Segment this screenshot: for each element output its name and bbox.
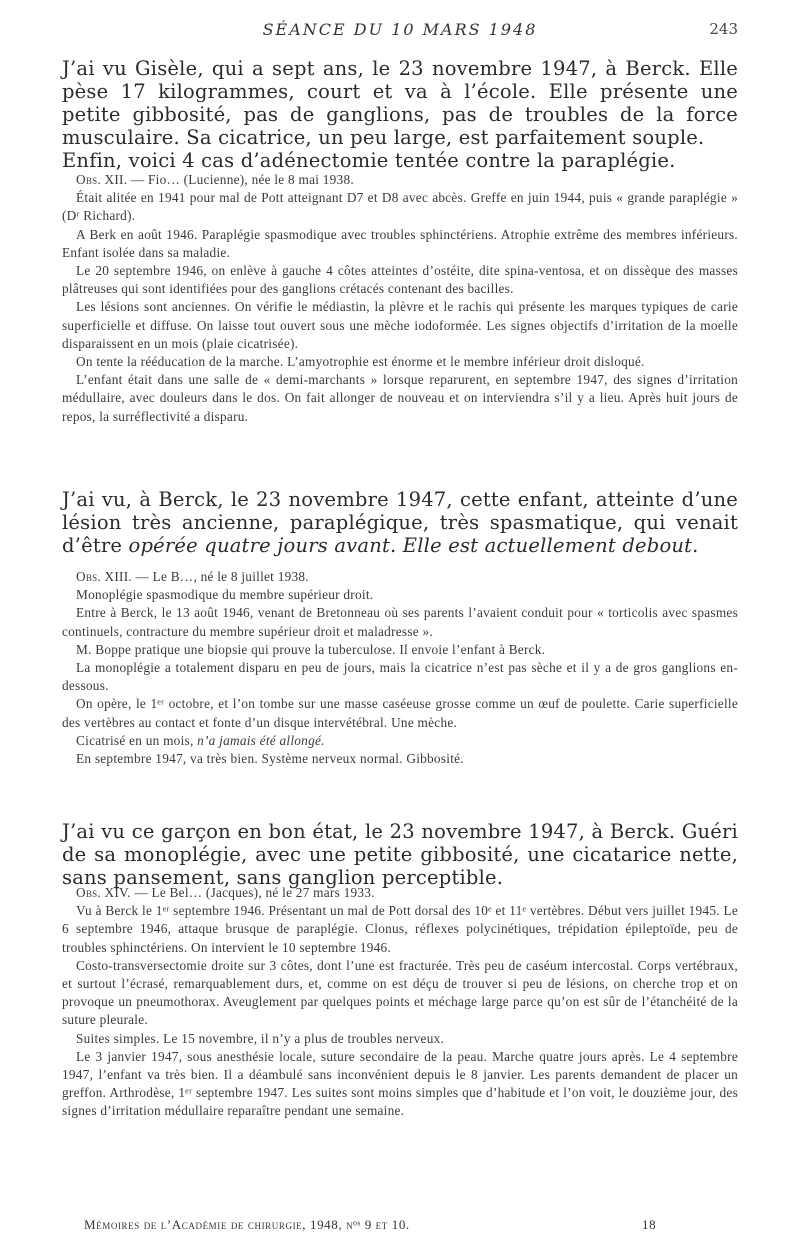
comment-12-text: J’ai vu, à Berck, le 23 novembre 1947, cette enfant, atteinte d’une lésion très ancienne, paraplégique, très spasmatique, qui venait d’être bbox=[62, 488, 738, 557]
observation-14-heading bbox=[62, 884, 738, 902]
observation-12-paragraph: On tente la rééducation de la marche. L’amyotrophie est énorme et le membre inférieur droit disloqué. bbox=[76, 354, 645, 370]
observation-13-paragraph: M. Boppe pratique une biopsie qui prouve la tuberculose. Il envoie l’enfant à Berck. bbox=[76, 641, 546, 657]
observation-12-paragraph: Les lésions sont anciennes. On vérifie le médiastin, la plèvre et le rachis qui présente les marques typiques de carie superficielle et diffuse. On laisse tout ouvert sous une mèche iodoformée. Les signes objectifs d’irritation de la moelle disparaissent en un mois (plaie cicatrisée). bbox=[62, 299, 738, 351]
intro-section bbox=[62, 57, 738, 172]
observation-14 bbox=[62, 884, 738, 1121]
intro-paragraph-gisele: J’ai vu Gisèle, qui a sept ans, le 23 novembre 1947, à Berck. Elle pèse 17 kilogrammes, court et va à l’école. Elle présente une petite gibbosité, pas de ganglions, pas de troubles de la force musculaire. Sa cicatrice, un peu large, est parfaitement souple. bbox=[62, 57, 738, 149]
comment-12-paragraph bbox=[62, 488, 738, 557]
observation-13 bbox=[62, 568, 738, 768]
observation-13-paragraph bbox=[62, 732, 738, 750]
page-footer bbox=[62, 1217, 738, 1237]
observation-12-paragraph: Le 20 septembre 1946, on enlève à gauche 4 côtes atteintes d’ostéite, dite spina-ventosa, et on dissèque des masses plâtreuses qui sont identifiées pour des ganglions crétacés contenant des bacilles. bbox=[62, 263, 738, 297]
observation-12-label: Obs. XII. bbox=[76, 172, 128, 187]
observation-14-label: Obs. XIV. bbox=[76, 885, 131, 900]
observation-13-paragraph: Monoplégie spasmodique du membre supérieur droit. bbox=[76, 587, 374, 603]
running-title: SÉANCE DU 10 MARS 1948 bbox=[262, 20, 538, 39]
observation-12-lead: — Fio… (Lucienne), née le 8 mai 1938. bbox=[127, 172, 354, 187]
observation-13-paragraph: La monoplégie a totalement disparu en peu de jours, mais la cicatrice n’est pas sèche et il y a de gros ganglions en-dessous. bbox=[62, 660, 738, 694]
comment-12-emphasis: opérée quatre jours avant. Elle est actuellement debout. bbox=[128, 534, 699, 557]
page-number: 243 bbox=[709, 20, 738, 38]
observation-12-paragraph: A Berk en août 1946. Paraplégie spasmodique avec troubles sphinctériens. Atrophie extrême des membres inférieurs. Enfant isolée dans sa maladie. bbox=[62, 226, 738, 260]
signature-mark: 18 bbox=[642, 1217, 657, 1232]
observation-12-heading bbox=[62, 171, 738, 189]
observation-13-heading bbox=[62, 568, 738, 586]
observation-14-paragraph: Costo-transversectomie droite sur 3 côtes, dont l’une est fracturée. Très peu de caséum intercostal. Corps vertébraux, et surtout l’écrasé, remarquablement durs, et, comme on est déçu de trouver si peu de lésions, on cherche trop et on provoque un pneumothorax. Aveuglement par quelques points et méchage large parce qu’on est sûr de l’étanchéité de la suture pleurale. bbox=[62, 957, 738, 1028]
observation-13-closing: Cicatrisé en un mois, bbox=[76, 732, 198, 748]
observation-13-paragraph: On opère, le 1ᵉʳ octobre, et l’on tombe sur une masse caséeuse grosse comme un œuf de poulette. Carie superficielle des vertèbres au contact et fonte d’un disque intervétébral. Une mèche. bbox=[62, 696, 738, 730]
observation-14-paragraph: Le 3 janvier 1947, sous anesthésie locale, suture secondaire de la peau. Marche quatre jours après. Le 4 septembre 1947, l’enfant va très bien. Il a déambulé sans inconvénient depuis le 8 janvier. Les parents demandent de placer un greffon. Arthrodèse, 1ᵉʳ septembre 1947. Les suites sont moins simples que d’habitude et l’on voit, le douzième jour, des signes d’irritation médullaire reparaître pendant une semaine. bbox=[62, 1048, 738, 1119]
comment-13-paragraph: J’ai vu ce garçon en bon état, le 23 novembre 1947, à Berck. Guéri de sa monoplégie, avec une petite gibbosité, une cicatarice nette, sans pansement, sans ganglion perceptible. bbox=[62, 820, 738, 889]
observation-14-lead: — Le Bel… (Jacques), né le 27 mars 1933. bbox=[130, 885, 375, 900]
intro-paragraph-adenectomy: Enfin, voici 4 cas d’adénectomie tentée contre la paraplégie. bbox=[62, 149, 676, 172]
observation-14-paragraph: Vu à Berck le 1ᵉʳ septembre 1946. Présentant un mal de Pott dorsal des 10ᵉ et 11ᵉ vertèbres. Début vers juillet 1945. Le 6 septembre 1946, attaque brusque de paraplégie. Clonus, réflexes polycinétiques, trépidation épileptoïde, peu de troubles sphinctériens. On intervient le 10 septembre 1946. bbox=[62, 903, 738, 955]
journal-citation: Mémoires de l’Académie de chirurgie, 1948, nᵒˢ 9 et 10. bbox=[84, 1217, 410, 1232]
observation-12-paragraph: L’enfant était dans une salle de « demi-marchants » lorsque reparurent, en septembre 1947, des signes d’irritation médullaire, avec douleurs dans le dos. On fait allonger de nouveau et on interviendra s’il y a lieu. Après huit jours de repos, la surréflectivité a disparu. bbox=[62, 372, 738, 424]
observation-13-label: Obs. XIII. bbox=[76, 569, 132, 584]
observation-14-paragraph: Suites simples. Le 15 novembre, il n’y a plus de troubles nerveux. bbox=[76, 1030, 445, 1046]
observation-13-paragraph: Entre à Berck, le 13 août 1946, venant de Bretonneau où ses parents l’avaient conduit pour « torticolis avec spasmes continuels, contracture du membre supérieur droit et maladresse ». bbox=[62, 605, 738, 639]
observation-13-lead: — Le B…, né le 8 juillet 1938. bbox=[131, 569, 309, 584]
observation-12-paragraph: Était alitée en 1941 pour mal de Pott atteignant D7 et D8 avec abcès. Greffe en juin 1944, puis « grande paraplégie » (Dʳ Richard). bbox=[62, 190, 738, 224]
observation-13-emphasis: n’a jamais été allongé. bbox=[197, 732, 325, 748]
observation-12 bbox=[62, 171, 738, 426]
comment-12 bbox=[62, 488, 738, 557]
running-header bbox=[62, 20, 738, 44]
comment-13 bbox=[62, 820, 738, 889]
observation-13-paragraph: En septembre 1947, va très bien. Système nerveux normal. Gibbosité. bbox=[76, 751, 464, 767]
